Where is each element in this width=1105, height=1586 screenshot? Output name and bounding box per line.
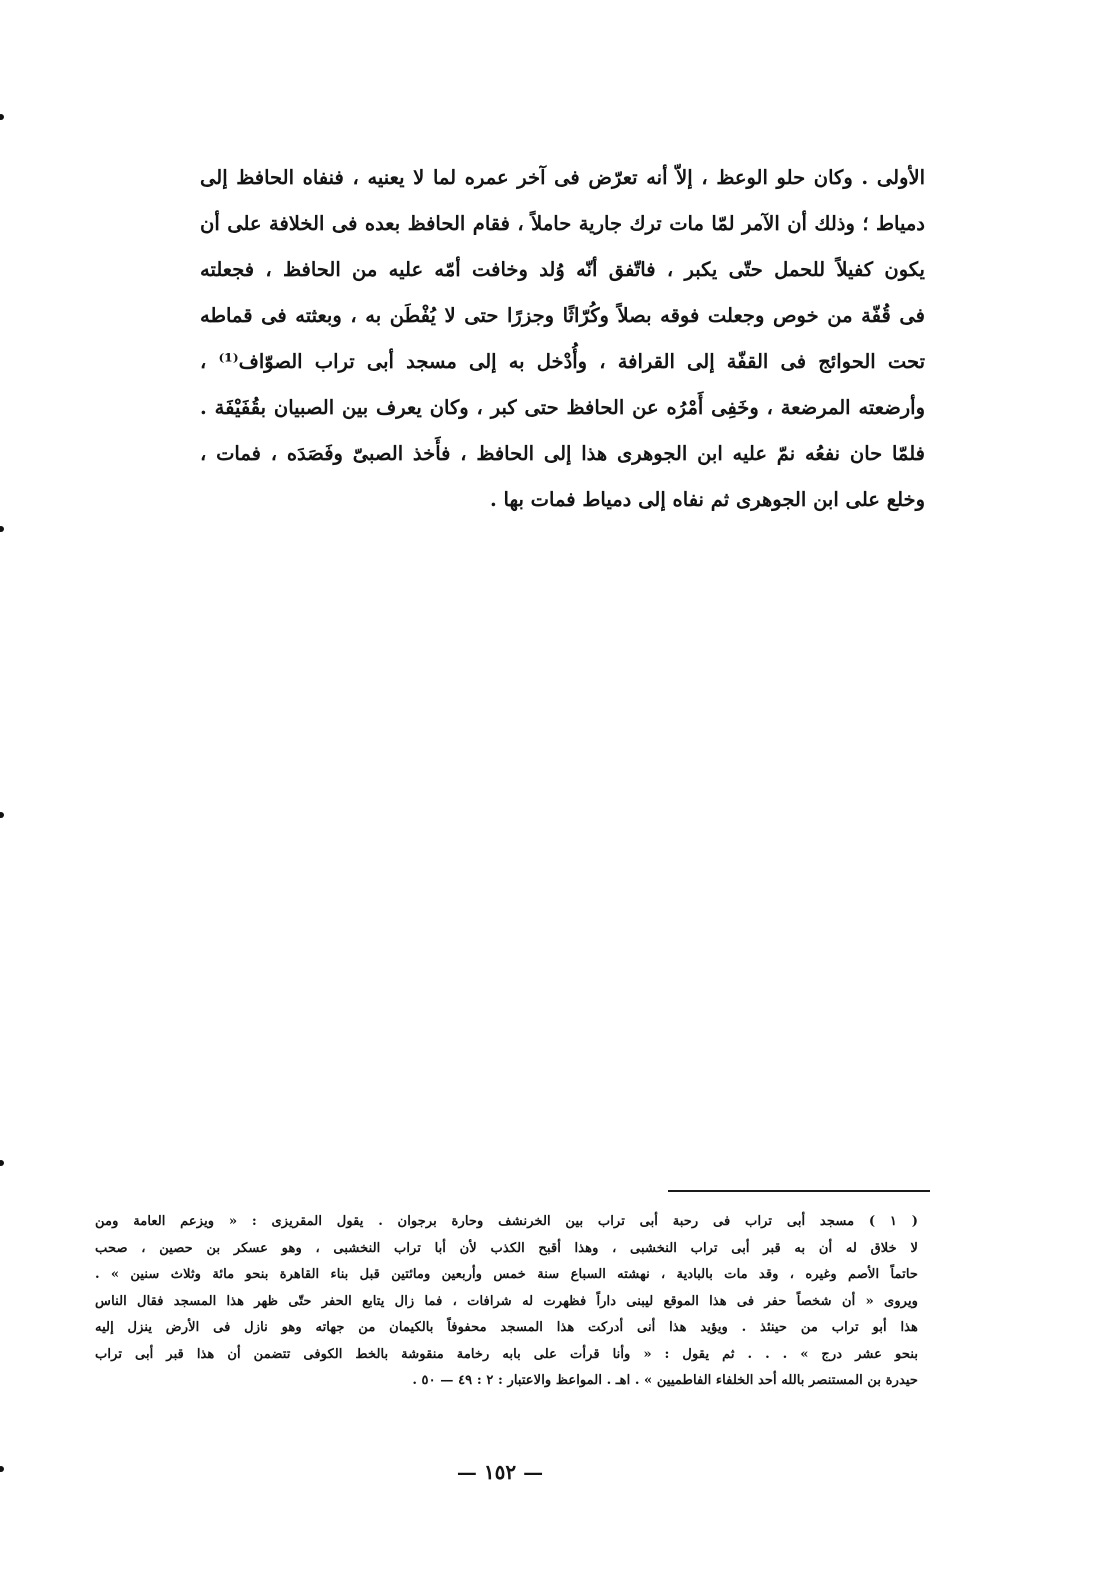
footnote-separator: [668, 1190, 930, 1192]
main-text-line: فلمّا حان نفعُه نمّ عليه ابن الجوهرى هذا إلى الحافظ ، فأَخذ الصبىّ وفَصَدَه ، فمات ،: [200, 442, 925, 465]
main-text-block: [200, 155, 925, 523]
footnote-line: لا خلاق له أن به قبر أبى تراب النخشبى ، وهذا أقبح الكذب لأن أبا تراب النخشبى ، وهو عسكر بن حصين ، صحب: [95, 1240, 918, 1256]
footnote-line: حيدرة بن المستنصر بالله أحد الخلفاء الفاطميين » . اهـ . المواعظ والاعتبار : ٢ : ٤٩ — ٥٠ .: [412, 1373, 918, 1388]
footnote-line: ويروى « أن شخصاً حفر فى هذا الموقع ليبنى داراً فظهرت له شرافات ، فما زال يتابع الحفر حتّى ظهر هذا المسجد فقال الناس: [95, 1293, 918, 1309]
footnote-block: [95, 1209, 918, 1395]
footnote-line: ( ١ ) مسجد أبى تراب فى رحبة أبى تراب بين الخرنشف وحارة برجوان . يقول المقريزى : « ويزعم العامة ومن: [95, 1214, 918, 1229]
main-text-line: يكون كفيلاً للحمل حتّى يكبر ، فاتّفق أنّه وُلد وخافت أمّه عليه من الحافظ ، فجعلته: [200, 258, 925, 281]
binding-hole-mark: [0, 1466, 4, 1472]
main-text-line: فى قُفّة من خوص وجعلت فوقه بصلاً وكُرّاثًا وجزرًا حتى لا يُفْطَن به ، وبعثته فى قماطه: [200, 304, 925, 327]
binding-hole-mark: [0, 1160, 4, 1166]
footnote-line: بنحو عشر درج » . . . ثم يقول : « وأنا قرأت على بابه رخامة منقوشة بالخط الكوفى تتضمن أن هذا قبر أبى تراب: [95, 1346, 918, 1362]
page-number: — ١٥٢ —: [456, 1460, 544, 1484]
binding-hole-mark: [0, 114, 4, 120]
main-text-line: وخلع على ابن الجوهرى ثم نفاه إلى دمياط فمات بها .: [489, 488, 925, 511]
footnote-line: هذا أبو تراب من حينئذ . ويؤيد هذا أنى أدركت هذا المسجد محفوفاً بالكيمان من جهاته وهو نازل فى الأرض ينزل إليه: [95, 1320, 918, 1335]
footnote-line: حاتماً الأصم وغيره ، وقد مات بالبادية ، نهشته السباع سنة خمس وأربعين ومائتين قبل بناء القاهرة بنحو مائة وثلاث سنين » .: [95, 1267, 918, 1282]
main-text-line: دمياط ؛ وذلك أن الآمر لمّا مات ترك جارية حاملاً ، فقام الحافظ بعده فى الخلافة على أن: [200, 212, 925, 235]
binding-hole-mark: [0, 812, 4, 818]
binding-hole-mark: [0, 526, 4, 532]
main-text-line: وأرضعته المرضعة ، وخَفِى أَمْرُه عن الحافظ حتى كبر ، وكان يعرف بين الصبيان بقُفَيْفَة .: [200, 396, 925, 419]
main-text-line: تحت الحوائج فى القفّة إلى القرافة ، وأُدْخل به إلى مسجد أبى تراب الصوّاف⁽¹⁾ ،: [200, 350, 925, 373]
main-text-line: الأولى . وكان حلو الوعظ ، إلاّ أنه تعرّض فى آخر عمره لما لا يعنيه ، فنفاه الحافظ إلى: [200, 166, 925, 189]
